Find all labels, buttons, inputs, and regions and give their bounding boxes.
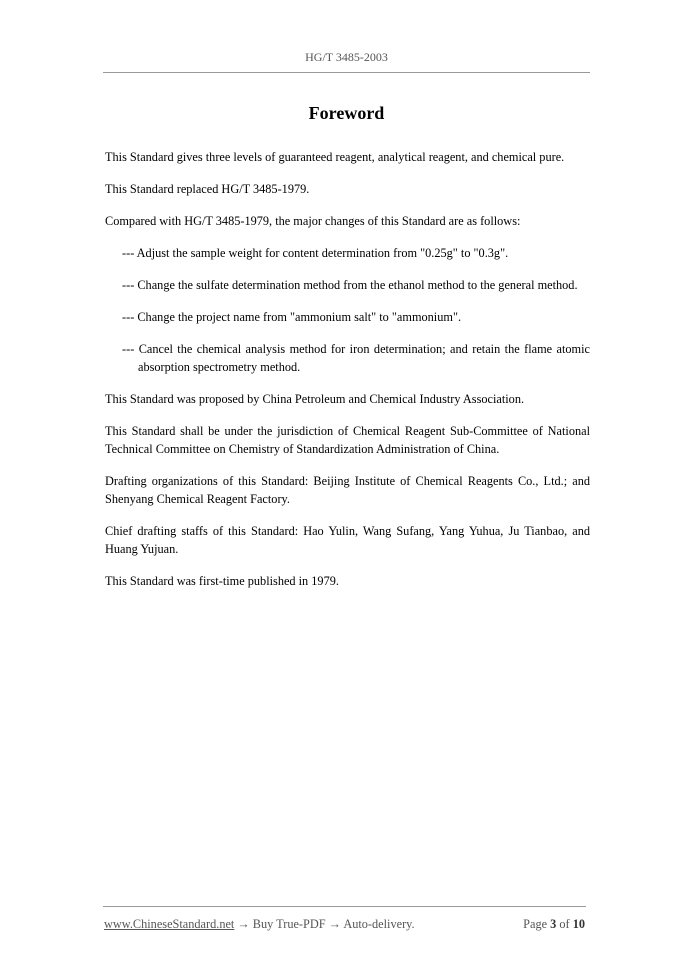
- foreword-body: [105, 148, 590, 604]
- page-current: 3: [550, 917, 557, 931]
- promo-text: → Buy True-PDF → Auto-delivery.: [234, 917, 415, 931]
- paragraph-drafting-staffs: Chief drafting staffs of this Standard: Hao Yulin, Wang Sufang, Yang Yuhua, Ju Tianbao, and Huang Yujuan.: [105, 524, 590, 556]
- paragraph-grades: This Standard gives three levels of guaranteed reagent, analytical reagent, and chemical pure.: [105, 150, 565, 164]
- paragraph-proposed-by: This Standard was proposed by China Petroleum and Chemical Industry Association.: [105, 392, 525, 406]
- site-link[interactable]: www.ChineseStandard.net: [104, 917, 235, 931]
- footer-promo: [104, 917, 415, 932]
- paragraph-drafting-organizations: Drafting organizations of this Standard: Beijing Institute of Chemical Reagents Co., Ltd.; and Shenyang Chemical Reagent Factory.: [105, 474, 590, 506]
- header-doc-code: HG/T 3485-2003: [305, 50, 388, 64]
- paragraph-jurisdiction: This Standard shall be under the jurisdiction of Chemical Reagent Sub-Committee of National Technical Committee on Chemistry of Standardization Administration of China.: [105, 424, 590, 456]
- paragraph-first-published: This Standard was first-time published in 1979.: [105, 574, 339, 588]
- page-label: Page: [523, 917, 548, 931]
- change-item-iron-method: --- Cancel the chemical analysis method for iron determination; and retain the flame atomic absorption spectrometry method.: [122, 342, 590, 374]
- footer-divider: [103, 906, 586, 907]
- change-item-project-name: --- Change the project name from "ammonium salt" to "ammonium".: [122, 310, 462, 324]
- paragraph-changes-intro: Compared with HG/T 3485-1979, the major changes of this Standard are as follows:: [105, 214, 521, 228]
- page-total: 10: [572, 917, 585, 931]
- change-item-sulfate-method: --- Change the sulfate determination method from the ethanol method to the general method.: [122, 278, 578, 292]
- header-divider: [103, 72, 590, 73]
- change-item-sample-weight: --- Adjust the sample weight for content determination from "0.25g" to "0.3g".: [122, 246, 509, 260]
- page-indicator: [523, 917, 585, 932]
- page-title: Foreword: [308, 103, 385, 123]
- page-of-label: of: [559, 917, 570, 931]
- paragraph-replaced: This Standard replaced HG/T 3485-1979.: [105, 182, 310, 196]
